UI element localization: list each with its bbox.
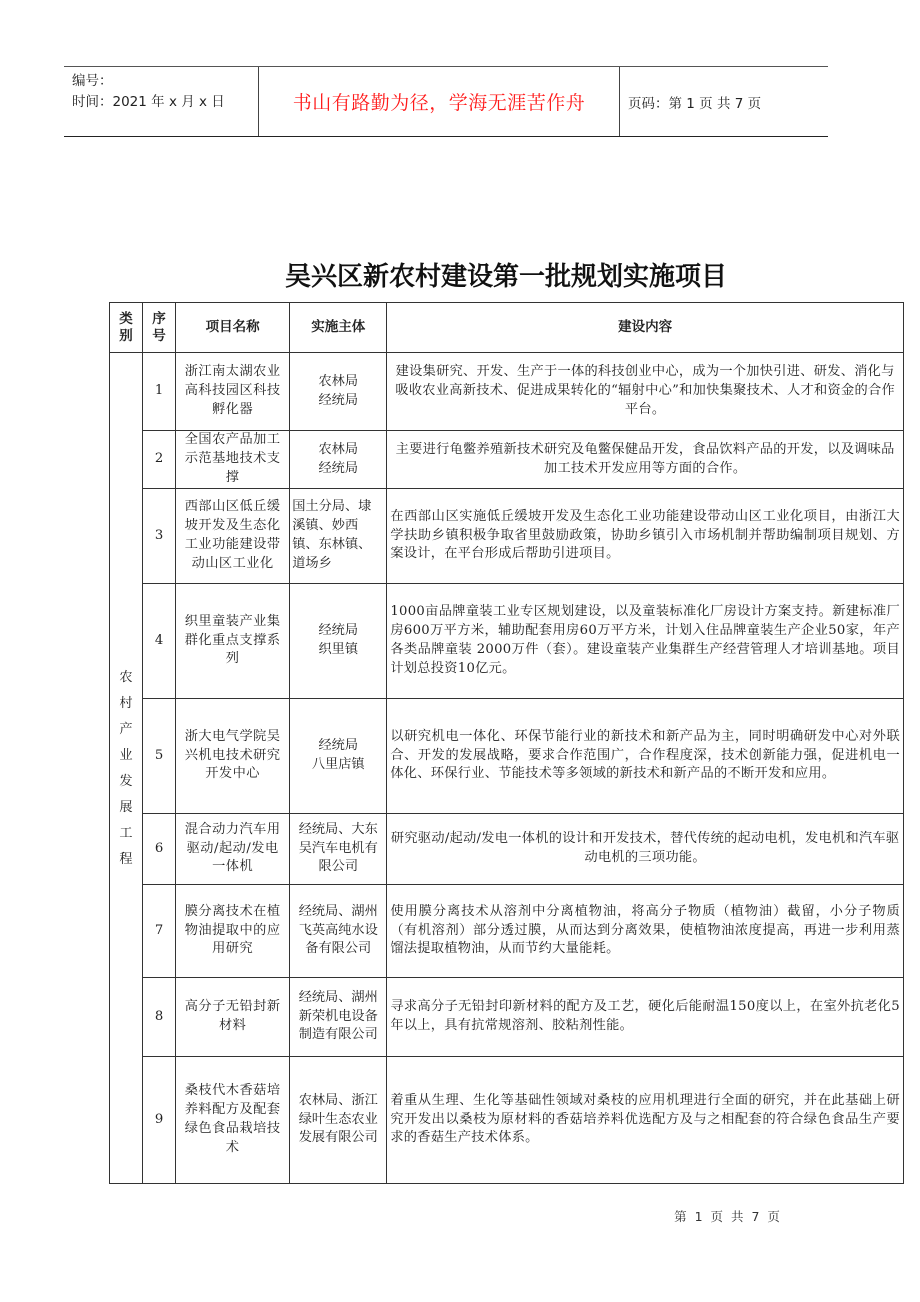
project-name: 膜分离技术在植物油提取中的应用研究 <box>176 885 290 978</box>
implementer: 经统局 织里镇 <box>290 584 387 699</box>
implementer: 国土分局、埭溪镇、妙西镇、东林镇、道场乡 <box>290 489 387 584</box>
row-number: 8 <box>143 978 176 1057</box>
table-row <box>110 699 904 814</box>
implementer: 经统局 八里店镇 <box>290 699 387 814</box>
category-label: 农村产业发展工程 <box>119 670 133 867</box>
construction-content: 在西部山区实施低丘缓坡开发及生态化工业功能建设带动山区工业化项目，由浙江大学扶助乡镇积极争取省里鼓励政策，协助乡镇引入市场机制并帮助编制项目规划、方案设计，在平台形成后帮助引进项目。 <box>387 489 904 584</box>
construction-content: 以研究机电一体化、环保节能行业的新技术和新产品为主，同时明确研发中心对外联合、开发的发展战略，要求合作范围广，合作程度深，技术创新能力强，促进机电一体化、环保行业、节能技术等多领域的新技术和新产品的不断开发和应用。 <box>387 699 904 814</box>
header-number: 序号 <box>143 303 176 353</box>
header-page-info: 页码：第 1 页 共 7 页 <box>628 95 762 112</box>
header-implementer: 实施主体 <box>290 303 387 353</box>
table-row <box>110 978 904 1057</box>
construction-content: 寻求高分子无铅封印新材料的配方及工艺，硬化后能耐温150度以上，在室外抗老化5年以上，具有抗常规溶剂、胶粘剂性能。 <box>387 978 904 1057</box>
construction-content: 建设集研究、开发、生产于一体的科技创业中心，成为一个加快引进、研发、消化与吸收农业高新技术、促进成果转化的“辐射中心”和加快集聚技术、人才和资金的合作平台。 <box>387 353 904 431</box>
row-number: 6 <box>143 814 176 885</box>
project-name: 桑枝代木香菇培养料配方及配套绿色食品栽培技术 <box>176 1057 290 1184</box>
table-row <box>110 1057 904 1184</box>
category-cell <box>110 353 143 1184</box>
table-row <box>110 431 904 489</box>
row-number: 9 <box>143 1057 176 1184</box>
project-name: 全国农产品加工示范基地技术支撑 <box>176 431 290 489</box>
header-category: 类别 <box>110 303 143 353</box>
project-name: 浙江南太湖农业高科技园区科技孵化器 <box>176 353 290 431</box>
row-number: 1 <box>143 353 176 431</box>
construction-content: 1000亩品牌童装工业专区规划建设，以及童装标准化厂房设计方案支持。新建标准厂房600万平方米，辅助配套用房60万平方米，计划入住品牌童装生产企业50家，年产各类品牌童装 2000万件（套）。建设童装产业集群生产经营管理人才培训基地。项目计划总投资10亿元。 <box>387 584 904 699</box>
implementer: 农林局 经统局 <box>290 353 387 431</box>
construction-content: 使用膜分离技术从溶剂中分离植物油，将高分子物质（植物油）截留，小分子物质（有机溶剂）部分透过膜，从而达到分离效果，使植物油浓度提高，再进一步利用蒸馏法提取植物油，从而节约大量能耗。 <box>387 885 904 978</box>
header-content: 建设内容 <box>387 303 904 353</box>
row-number: 5 <box>143 699 176 814</box>
document-number-label: 编号： <box>72 73 113 89</box>
row-number: 3 <box>143 489 176 584</box>
construction-content: 主要进行龟鳖养殖新技术研究及龟鳖保健品开发，食品饮料产品的开发，以及调味品加工技术开发应用等方面的合作。 <box>387 431 904 489</box>
table-row <box>110 353 904 431</box>
row-number: 7 <box>143 885 176 978</box>
project-name: 西部山区低丘缓坡开发及生态化工业功能建设带动山区工业化 <box>176 489 290 584</box>
page-header <box>64 66 828 137</box>
table-row <box>110 814 904 885</box>
header-project-name: 项目名称 <box>176 303 290 353</box>
table-row <box>110 489 904 584</box>
table-row <box>110 885 904 978</box>
project-name: 高分子无铅封新材料 <box>176 978 290 1057</box>
implementer: 农林局、浙江绿叶生态农业发展有限公司 <box>290 1057 387 1184</box>
project-name: 混合动力汽车用驱动/起动/发电一体机 <box>176 814 290 885</box>
page-footer: 第 1 页 共 7 页 <box>674 1209 782 1224</box>
implementer: 经统局、湖州新荣机电设备制造有限公司 <box>290 978 387 1057</box>
implementer: 经统局、大东吴汽车电机有限公司 <box>290 814 387 885</box>
document-title: 吴兴区新农村建设第一批规划实施项目 <box>284 262 727 292</box>
implementer: 经统局、湖州飞英高纯水设备有限公司 <box>290 885 387 978</box>
table-row <box>110 584 904 699</box>
header-meta <box>64 67 258 136</box>
document-time: 时间：2021 年 x 月 x 日 <box>72 94 225 110</box>
header-motto: 书山有路勤为径，学海无涯苦作舟 <box>258 67 620 136</box>
projects-table <box>109 302 904 1184</box>
construction-content: 着重从生理、生化等基础性领域对桑枝的应用机理进行全面的研究，并在此基础上研究开发出以桑枝为原材料的香菇培养料优选配方及与之相配套的符合绿色食品生产要求的香菇生产技术体系。 <box>387 1057 904 1184</box>
implementer: 农林局 经统局 <box>290 431 387 489</box>
project-name: 织里童装产业集群化重点支撑系列 <box>176 584 290 699</box>
project-name: 浙大电气学院吴兴机电技术研究开发中心 <box>176 699 290 814</box>
table-header-row <box>110 303 904 353</box>
row-number: 4 <box>143 584 176 699</box>
construction-content: 研究驱动/起动/发电一体机的设计和开发技术，替代传统的起动电机，发电机和汽车驱动电机的三项功能。 <box>387 814 904 885</box>
row-number: 2 <box>143 431 176 489</box>
